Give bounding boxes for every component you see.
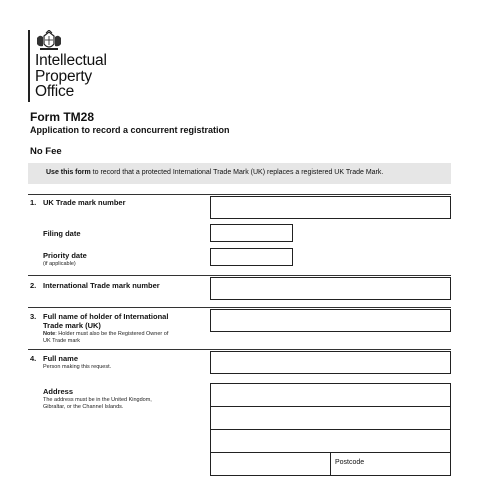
- holder-note-bold: Note: [43, 331, 56, 337]
- full-name-field[interactable]: [210, 351, 451, 374]
- notice-panel: [28, 163, 451, 184]
- notice-bold-text: Use this form: [46, 169, 91, 176]
- filing-date-field[interactable]: [210, 224, 293, 242]
- question-number: 3.: [30, 312, 37, 321]
- uk-trade-mark-number-field[interactable]: [210, 196, 451, 219]
- form-subtitle: Application to record a concurrent registration: [30, 125, 230, 135]
- address-note: [43, 397, 152, 411]
- royal-coat-of-arms-icon: [34, 30, 64, 52]
- address-line-4-field[interactable]: [210, 452, 331, 476]
- holder-name-note: [43, 331, 168, 345]
- notice-text: [46, 169, 383, 176]
- question-number: 4.: [30, 354, 37, 363]
- question-number: 2.: [30, 281, 37, 290]
- notice-rest-text: to record that a protected International Trade Mark (UK) replaces a registered UK Trade Mark.: [90, 169, 384, 176]
- address-note-line-1: The address must be in the United Kingdom,: [43, 397, 152, 403]
- uk-trade-mark-number-label: UK Trade mark number: [43, 198, 126, 207]
- full-name-label: Full name: [43, 354, 79, 363]
- filing-date-label: Filing date: [43, 229, 81, 238]
- full-name-note: Person making this request.: [43, 364, 112, 370]
- section-divider: [28, 275, 451, 276]
- fee-label: No Fee: [30, 146, 62, 157]
- logo-wordmark: [35, 53, 107, 100]
- section-divider: [28, 349, 451, 350]
- international-trade-mark-number-label: International Trade mark number: [43, 281, 160, 290]
- address-label: Address: [43, 387, 74, 396]
- holder-name-label-line-2: Trade mark (UK): [43, 321, 101, 330]
- section-divider: [28, 194, 451, 195]
- address-line-3-field[interactable]: [210, 429, 451, 453]
- question-number: 1.: [30, 198, 37, 207]
- international-trade-mark-number-field[interactable]: [210, 277, 451, 300]
- logo-line-1: Intellectual: [35, 52, 107, 69]
- logo-divider-bar: [28, 30, 30, 102]
- form-title: Form TM28: [30, 110, 95, 124]
- logo-line-3: Office: [35, 83, 75, 100]
- address-line-2-field[interactable]: [210, 406, 451, 430]
- address-note-line-2: Gibraltar, or the Channel Islands.: [43, 404, 124, 410]
- priority-date-field[interactable]: [210, 248, 293, 266]
- holder-name-label-line-1: Full name of holder of International: [43, 312, 169, 321]
- logo-line-2: Property: [35, 67, 92, 85]
- holder-note-line-1: : Holder must also be the Registered Owner of: [55, 331, 169, 337]
- priority-date-note: (if applicable): [43, 261, 76, 267]
- holder-name-field[interactable]: [210, 309, 451, 332]
- section-divider: [28, 307, 451, 308]
- holder-note-line-2: UK Trade mark: [43, 338, 80, 344]
- holder-name-label: [43, 312, 168, 330]
- priority-date-label: Priority date: [43, 251, 87, 260]
- address-line-1-field[interactable]: [210, 383, 451, 407]
- postcode-label: Postcode: [335, 459, 365, 466]
- postcode-field[interactable]: [330, 452, 451, 476]
